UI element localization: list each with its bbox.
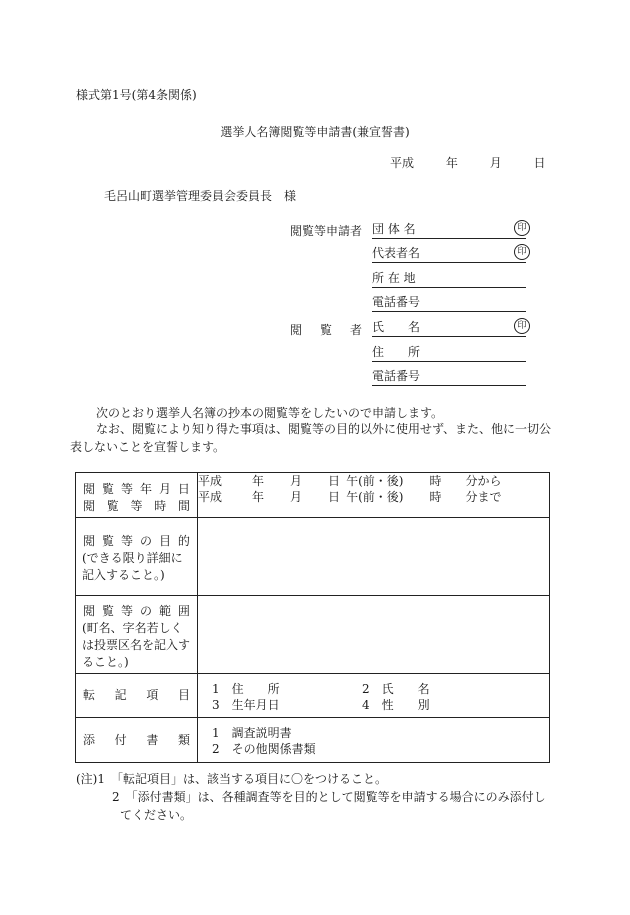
attachments-label-cell: 添 付 書 類 bbox=[76, 718, 198, 763]
applicant-label: 閲覧等申請者 bbox=[290, 224, 363, 238]
note-2: 2 「添付書類」は、各種調査等を目的として閲覧等を申請する場合にのみ添付し bbox=[112, 790, 546, 804]
applicant-rep-field[interactable]: 代表者名 印 bbox=[372, 244, 526, 263]
viewer-name-field[interactable]: 氏 名 印 bbox=[372, 318, 526, 337]
addressee: 毛呂山町選挙管理委員会委員長 様 bbox=[104, 189, 297, 203]
attachments-items-cell[interactable] bbox=[198, 718, 550, 763]
transcription-label-cell: 転 記 項 目 bbox=[76, 674, 198, 718]
request-paragraph: 次のとおり選挙人名簿の抄本の閲覧等をしたいので申請します。 bbox=[96, 406, 444, 420]
attachment-item: 1 調査説明書 bbox=[212, 726, 292, 740]
transcription-item[interactable]: 3 生年月日 bbox=[212, 698, 280, 712]
datetime-to: 平成 年 月 日 午(前・後) 時 分まで bbox=[198, 490, 502, 504]
seal-icon: 印 bbox=[514, 244, 530, 260]
seal-icon: 印 bbox=[514, 220, 530, 236]
notes bbox=[76, 770, 546, 824]
purpose-row bbox=[76, 518, 550, 596]
purpose-input-cell[interactable] bbox=[198, 518, 550, 596]
date-era: 平成 bbox=[390, 156, 415, 170]
datetime-label-cell: 閲 覧 等 年 月 日 閲 覧 等 時 間 bbox=[76, 473, 198, 518]
applicant-phone-field[interactable]: 電話番号 bbox=[372, 293, 526, 312]
note-1: (注)1 「転記項目」は、該当する項目に〇をつけること。 bbox=[76, 772, 388, 786]
datetime-from: 平成 年 月 日 午(前・後) 時 分から bbox=[198, 474, 502, 488]
form-number: 様式第1号(第4条関係) bbox=[76, 88, 197, 102]
transcription-item[interactable]: 4 性 別 bbox=[362, 698, 430, 712]
date-year: 年 bbox=[445, 156, 458, 170]
transcription-item[interactable]: 1 住 所 bbox=[212, 682, 280, 696]
transcription-item[interactable]: 2 氏 名 bbox=[362, 682, 430, 696]
date-day: 日 bbox=[533, 156, 546, 170]
attachments-row bbox=[76, 718, 550, 763]
note-2-cont: てください。 bbox=[120, 808, 193, 822]
application-table bbox=[75, 472, 550, 763]
datetime-row bbox=[76, 473, 550, 518]
attachment-item: 2 その他関係書類 bbox=[212, 742, 316, 756]
seal-icon: 印 bbox=[514, 318, 530, 334]
oath-paragraph: なお、閲覧により知り得た事項は、閲覧等の目的以外に使用せず、また、他に一切公表しないことを宣誓します。 bbox=[70, 422, 552, 454]
viewer-label: 閲 覧 者 bbox=[290, 323, 362, 337]
scope-label-cell: 閲 覧 等 の 範 囲 (町名、字名若しくは投票区名を記入すること。) bbox=[76, 596, 198, 674]
datetime-value-cell[interactable] bbox=[198, 473, 550, 518]
purpose-label-cell: 閲 覧 等 の 目 的 (できる限り詳細に記入すること。) bbox=[76, 518, 198, 596]
scope-input-cell[interactable] bbox=[198, 596, 550, 674]
date-month: 月 bbox=[489, 156, 502, 170]
viewer-address-field[interactable]: 住 所 bbox=[372, 343, 526, 362]
document-title: 選挙人名簿閲覧等申請書(兼宣誓書) bbox=[220, 125, 410, 139]
applicant-address-field[interactable]: 所 在 地 bbox=[372, 269, 526, 288]
transcription-items-cell[interactable] bbox=[198, 674, 550, 718]
applicant-org-field[interactable]: 団 体 名 印 bbox=[372, 220, 526, 239]
viewer-phone-field[interactable]: 電話番号 bbox=[372, 367, 526, 386]
date-line bbox=[390, 154, 546, 171]
scope-row bbox=[76, 596, 550, 674]
transcription-row bbox=[76, 674, 550, 718]
